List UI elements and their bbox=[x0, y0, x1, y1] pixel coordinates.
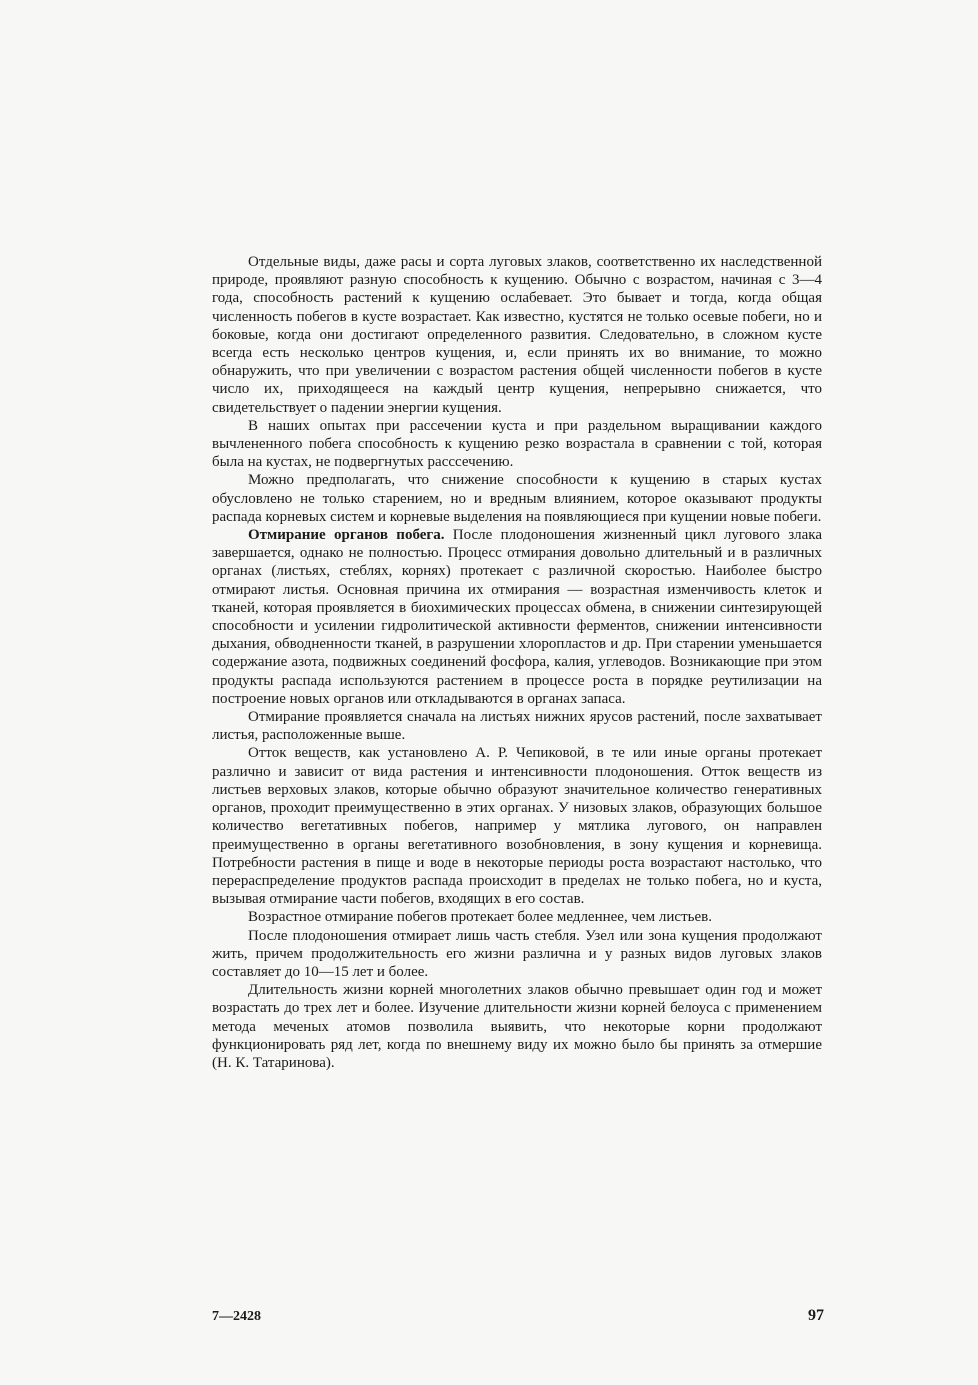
body-text bbox=[212, 253, 822, 1072]
page-number: 97 bbox=[808, 1307, 824, 1324]
paragraph-text: Можно предполагать, что снижение способности к кущению в старых кустах обусловлено не только старением, но и вредным влиянием, которое оказывают продукты распада корневых систем и корневые выделения на появляющиеся при кущении новые побеги. bbox=[212, 472, 822, 525]
paragraph-text: После плодоношения отмирает лишь часть стебля. Узел или зона кущения продолжают жить, причем продолжительность его жизни различна и у разных видов луговых злаков составляет до 10—15 лет и более. bbox=[212, 927, 822, 980]
paragraph-text: После плодоношения жизненный цикл лугового злака завершается, однако не полностью. Процесс отмирания довольно длительный и в различных органах (листьях, стеблях, корнях) протекает с различной скоростью. Наиболее быстро отмирают листья. Основная причина их отмирания — возрастная изменчивость клеток и тканей, которая проявляется в биохимических процессах обмена, в снижении синтезирующей способности и усилении гидролитической активности ферментов, снижении интенсивности дыхания, обводненности тканей, в разрушении хлоропластов и др. При старении уменьшается содержание азота, подвижных соединений фосфора, калия, углеводов. Возникающие при этом продукты распада используются растением в процессе роста в порядке реутилизации на построение новых органов или откладываются в органах запаса. bbox=[212, 527, 823, 707]
paragraph-root-lifespan bbox=[212, 981, 822, 1072]
paragraph-after-fruiting bbox=[212, 927, 822, 982]
run-in-heading: Отмирание органов побега. bbox=[248, 527, 445, 544]
paragraph-text: Длительность жизни корней многолетних злаков обычно превышает один год и может возрастать до трех лет и более. Изучение длительности жизни корней белоуса с применением метода меченых атомов позволила выявить, что некоторые корни продолжают функционировать ряд лет, когда по внешнему виду их можно было бы принять за отмершие (Н. К. Татаринова). bbox=[212, 982, 822, 1071]
paragraph-organ-dieback bbox=[212, 526, 822, 708]
paragraph-text: Отдельные виды, даже расы и сорта луговых злаков, соответственно их наследственной природе, проявляют разную способность к кущению. Обычно с возрастом, начиная с 3—4 года, способность растений к кущению ослабевает. Это бывает и тогда, когда общая численность побегов в кусте возрастает. Как известно, кустятся не только осевые побеги, но и боковые, когда они достигают определенного развития. Следовательно, в сложном кусте всегда есть несколько центров кущения, и, если принять их во внимание, то можно обнаружить, что при увеличении с возрастом растения общей численности побегов в кусте число их, приходящееся на каждый центр кущения, непрерывно снижается, что свидетельствует о падении энергии кущения. bbox=[212, 254, 822, 416]
paragraph-assumption bbox=[212, 471, 822, 526]
paragraph-text: Отток веществ, как установлено А. Р. Чепиковой, в те или иные органы протекает различно и зависит от вида растения и интенсивности плодоношения. Отток веществ из листьев верховых злаков, которые обычно образуют значительное количество генеративных органов, проходит преимущественно в этих органах. У низовых злаков, образующих большое количество вегетативных побегов, например у мятлика лугового, он направлен преимущественно в органы вегетативного возобновления, в зону кущения и корневища. Потребности растения в пище и воде в некоторые периоды роста возрастают настолько, что перераспределение продуктов распада происходит в пределах не только побега, но и куста, вызывая отмирание части побегов, входящих в его состав. bbox=[212, 745, 822, 908]
paragraph-shoot-dieback bbox=[212, 908, 822, 926]
printer-signature: 7—2428 bbox=[212, 1309, 261, 1324]
paragraph-text: Отмирание проявляется сначала на листьях нижних ярусов растений, после захватывает листья, расположенные выше. bbox=[212, 709, 822, 744]
paragraph-outflow bbox=[212, 744, 822, 908]
paragraph-experiments bbox=[212, 417, 822, 472]
paragraph-text: В наших опытах при рассечении куста и при раздельном выращивании каждого вычлененного побега способность к кущению резко возрастала в сравнении с той, которая была на кустах, не подвергнутых расссечению. bbox=[212, 417, 822, 471]
paragraph-lower-leaves bbox=[212, 708, 822, 744]
page-footer bbox=[212, 1307, 824, 1327]
paragraph-text: Возрастное отмирание побегов протекает более медленнее, чем листьев. bbox=[248, 909, 712, 926]
paragraph-tillering-varieties bbox=[212, 253, 822, 417]
